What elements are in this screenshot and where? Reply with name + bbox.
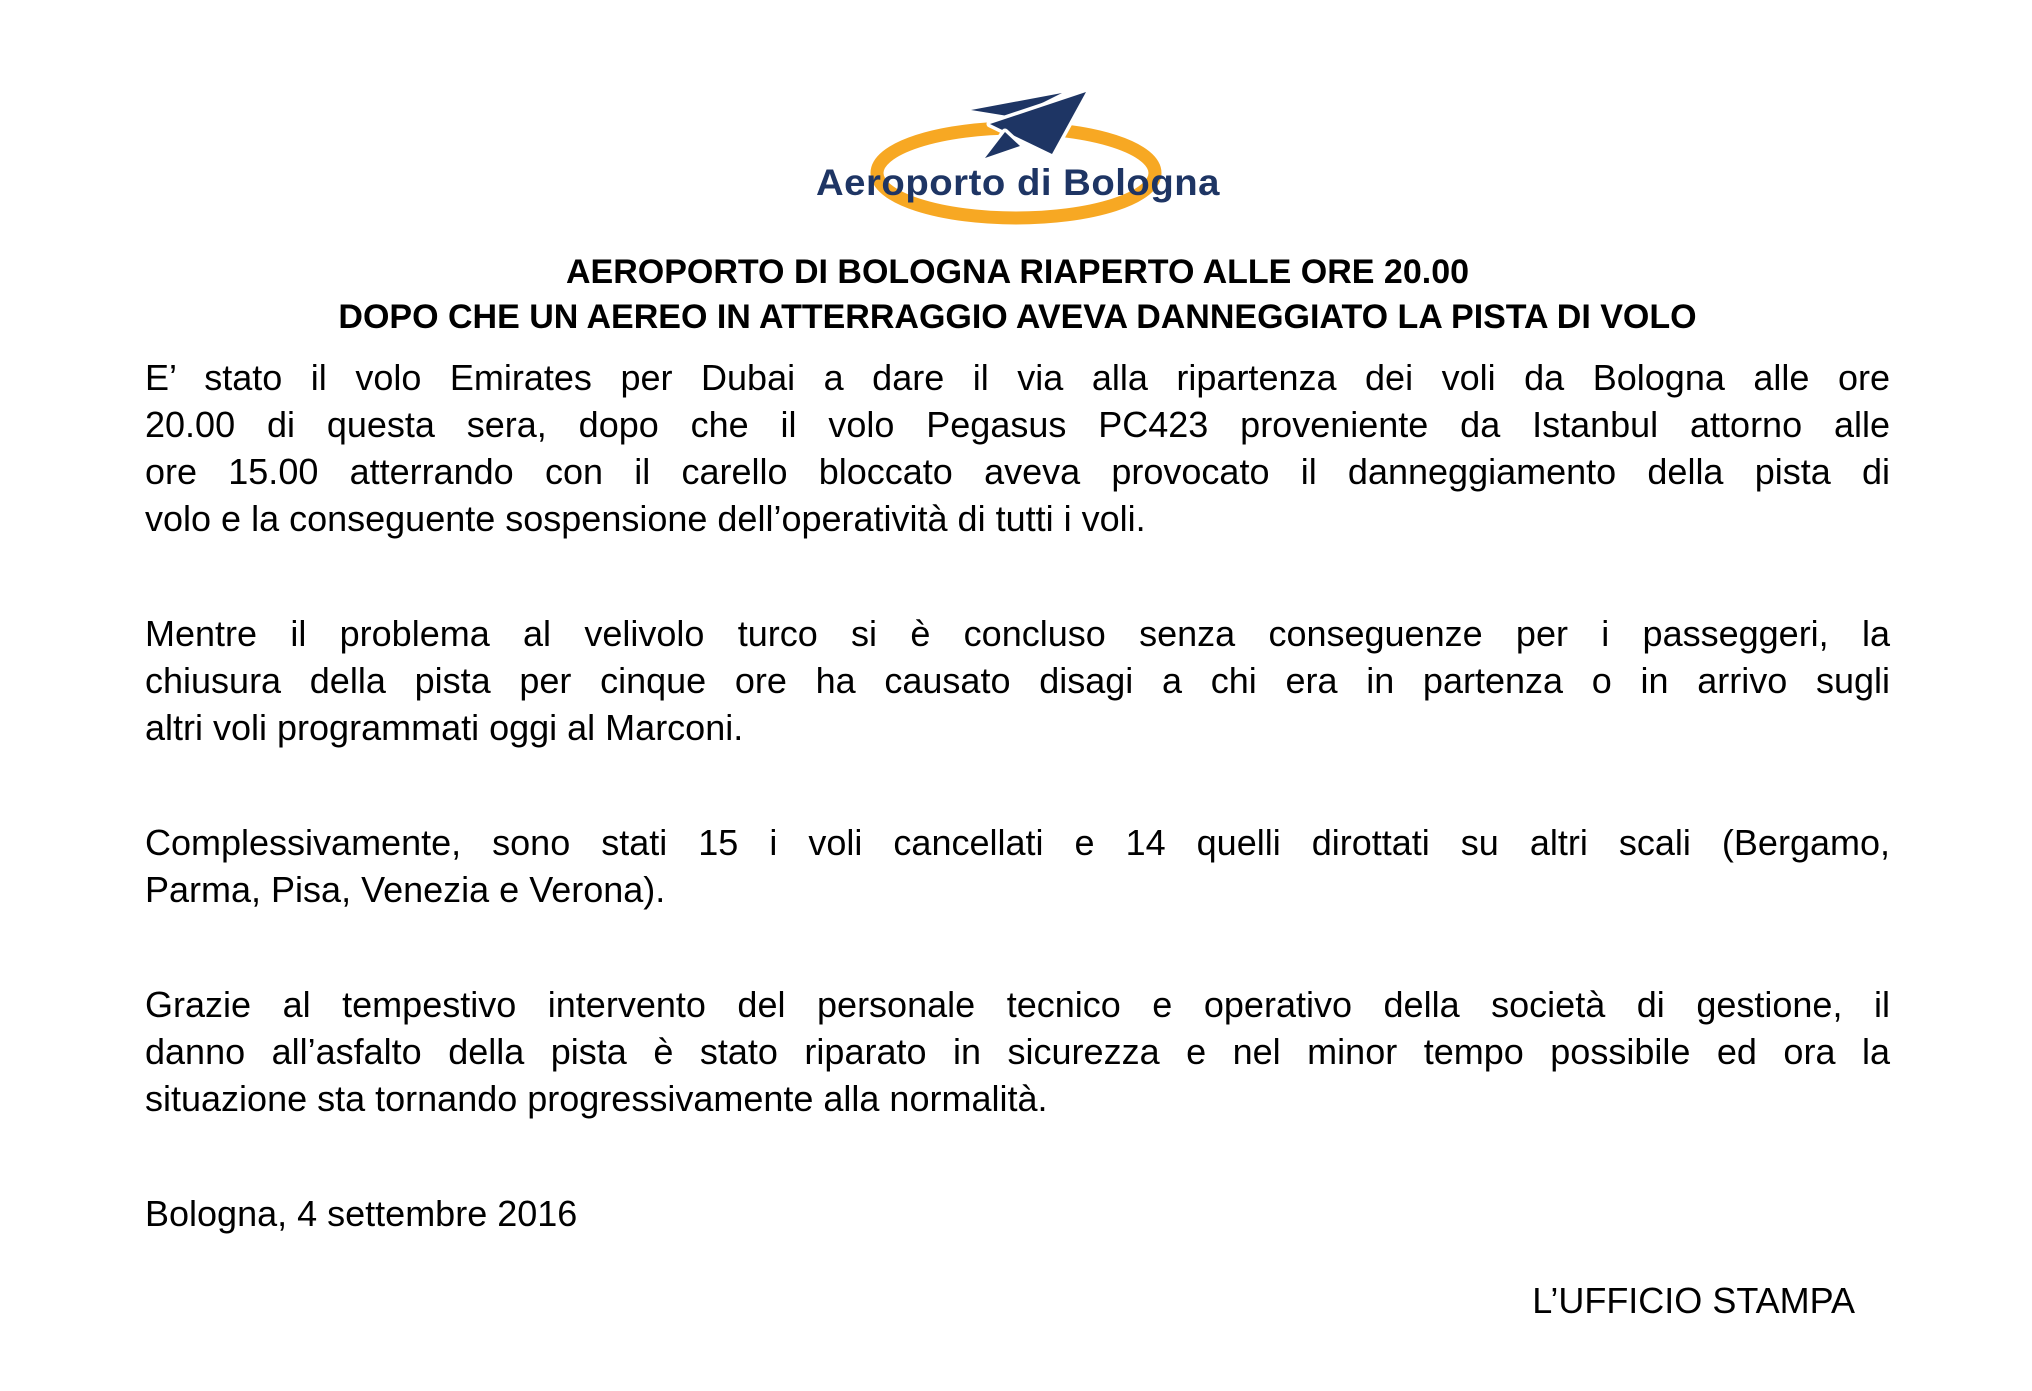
paragraph-line: Parma, Pisa, Venezia e Verona). [145, 869, 666, 910]
paragraph-line: 20.00 di questa sera, dopo che il volo Pegasus PC423 proveniente da Istanbul attorno alle [145, 404, 1890, 445]
paragraph-line: Complessivamente, sono stati 15 i voli cancellati e 14 quelli dirottati su altri scali (Bergamo, [145, 822, 1890, 863]
paragraph-line: ore 15.00 atterrando con il carello bloccato aveva provocato il danneggiamento della pista di [145, 451, 1890, 492]
press-release-body [145, 354, 1890, 1122]
paragraph-line: Grazie al tempestivo intervento del personale tecnico e operativo della società di gestione, il [145, 984, 1890, 1025]
logo-aeroporto-di-bologna [808, 88, 1228, 228]
paragraph-4 [145, 981, 1890, 1122]
title-line-1: AEROPORTO DI BOLOGNA RIAPERTO ALLE ORE 20.00 [565, 253, 1470, 291]
paragraph-1 [145, 354, 1890, 542]
paragraph-line: E’ stato il volo Emirates per Dubai a dare il via alla ripartenza dei voli da Bologna alle ore [145, 357, 1890, 398]
paragraph-2 [145, 610, 1890, 751]
title-line-2: DOPO CHE UN AEREO IN ATTERRAGGIO AVEVA DANNEGGIATO LA PISTA DI VOLO [338, 298, 1697, 336]
dateline: Bologna, 4 settembre 2016 [145, 1193, 578, 1234]
paragraph-line: danno all’asfalto della pista è stato riparato in sicurezza e nel minor tempo possibile ed ora la [145, 1031, 1890, 1072]
paragraph-line: volo e la conseguente sospensione dell’operatività di tutti i voli. [145, 498, 1146, 539]
paragraph-line: situazione sta tornando progressivamente alla normalità. [145, 1078, 1048, 1119]
press-release-title [145, 250, 1890, 340]
signature: L’UFFICIO STAMPA [1532, 1280, 1855, 1321]
logo-graphic [808, 88, 1228, 228]
paragraph-line: Mentre il problema al velivolo turco si è concluso senza conseguenze per i passeggeri, la [145, 613, 1890, 654]
logo-text: Aeroporto di Bologna [815, 162, 1220, 203]
paragraph-line: altri voli programmati oggi al Marconi. [145, 707, 744, 748]
paper-plane-icon [971, 92, 1086, 158]
paragraph-line: chiusura della pista per cinque ore ha causato disagi a chi era in partenza o in arrivo sugli [145, 660, 1890, 701]
paragraph-3 [145, 819, 1890, 913]
